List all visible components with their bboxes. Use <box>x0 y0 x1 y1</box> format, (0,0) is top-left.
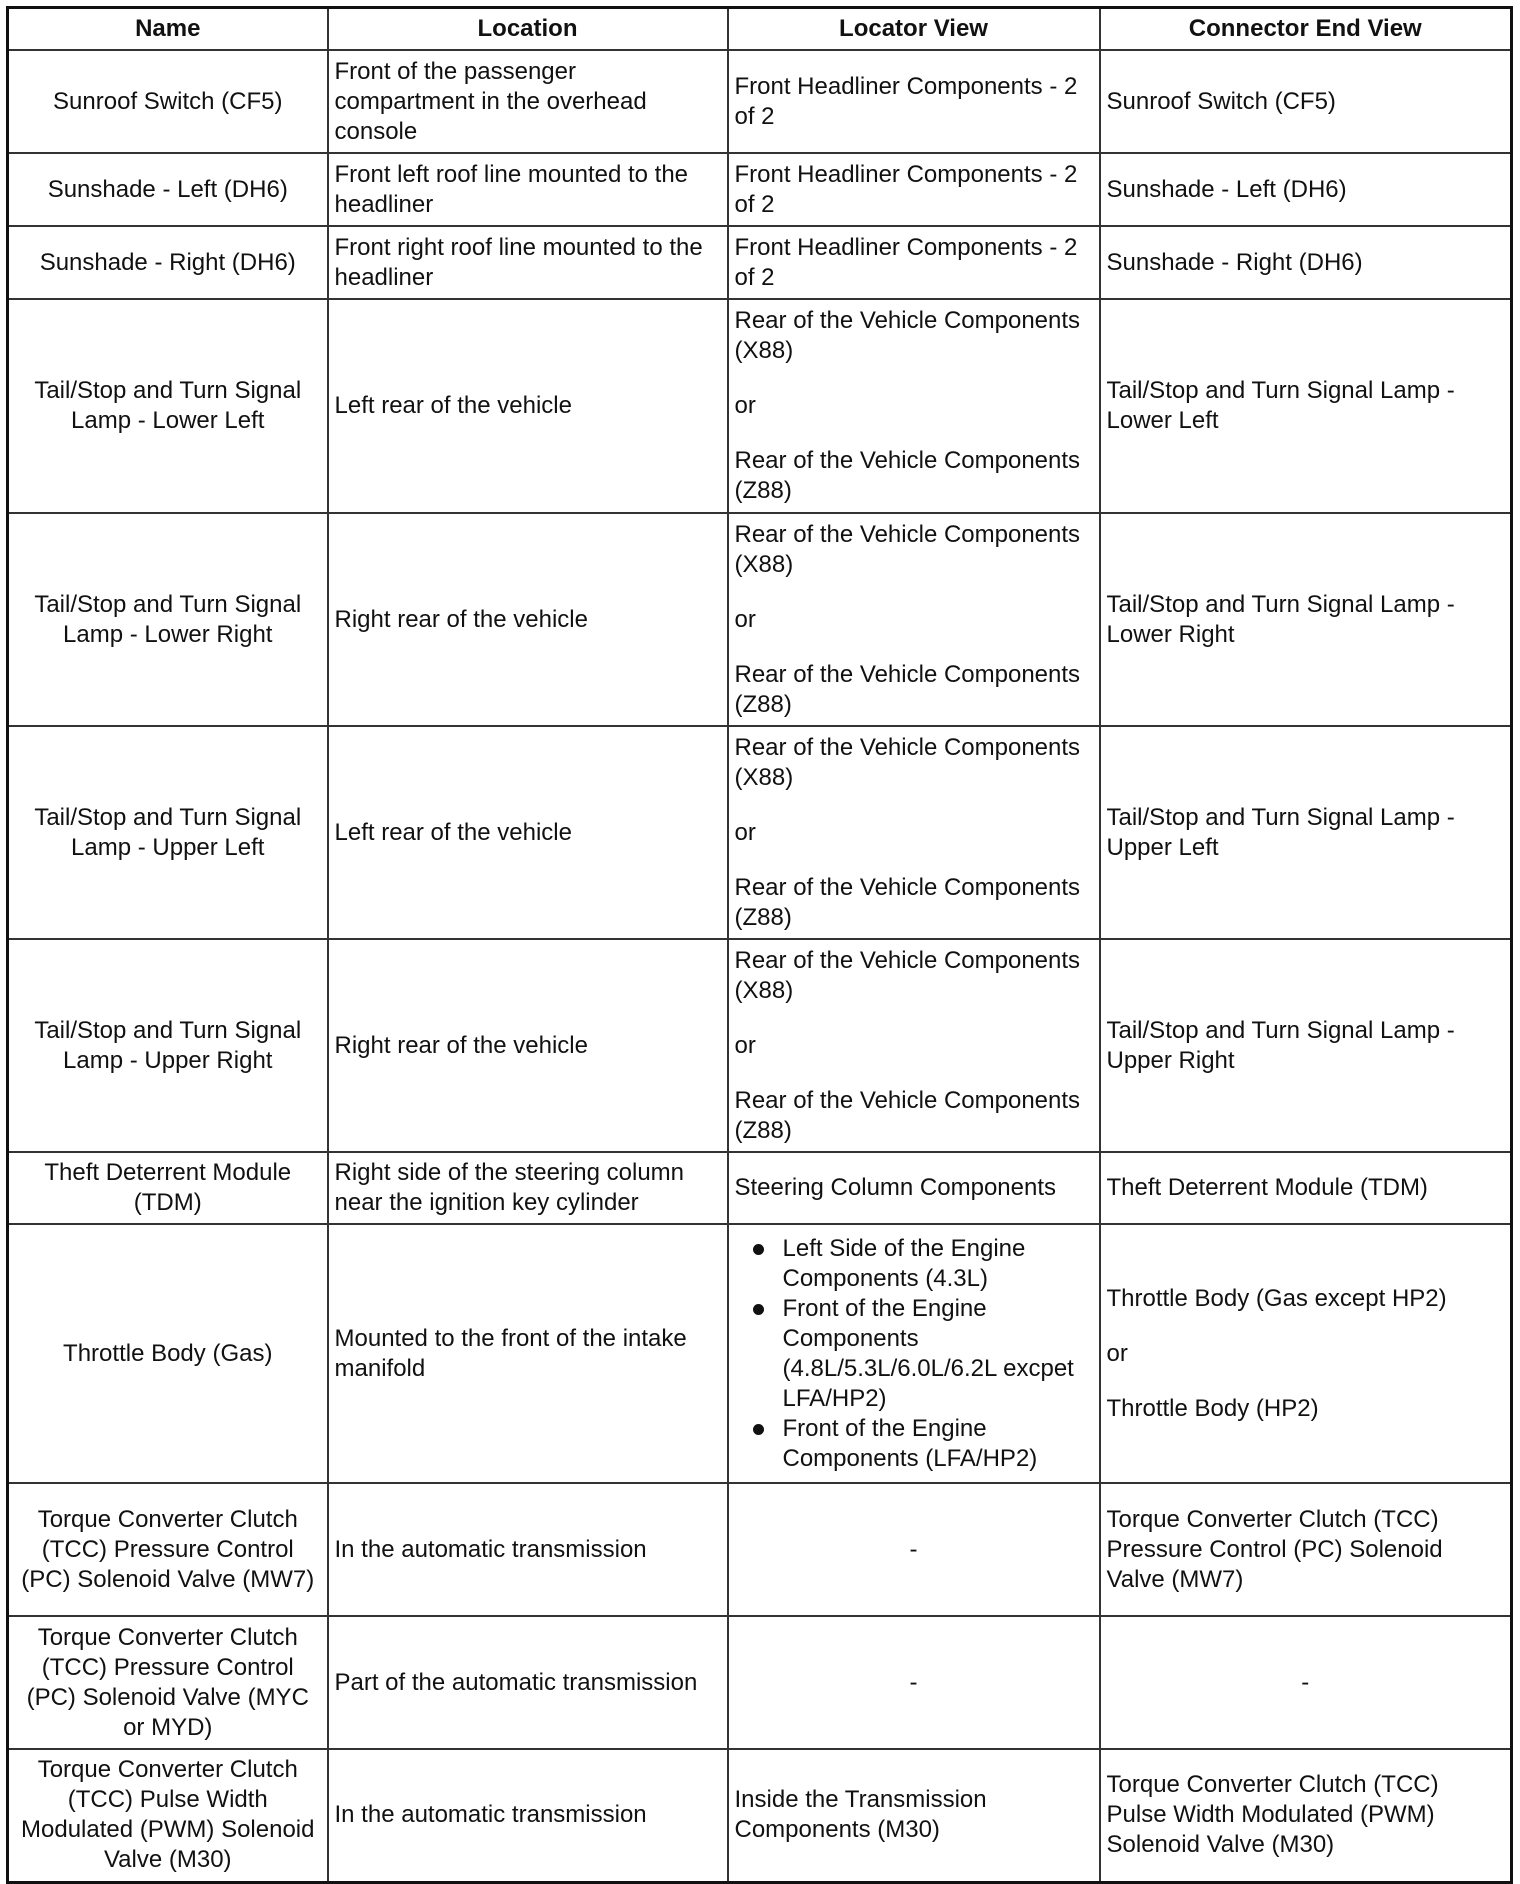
cell-locator-view[interactable]: Front Headliner Components - 2 of 2 <box>728 50 1100 153</box>
cell-locator-view[interactable]: Front Headliner Components - 2 of 2 <box>728 153 1100 226</box>
cell-name: Torque Converter Clutch (TCC) Pulse Width Modulated (PWM) Solenoid Valve (M30) <box>8 1749 328 1882</box>
header-connector-end-view: Connector End View <box>1100 8 1512 51</box>
cell-location: Right rear of the vehicle <box>328 939 728 1152</box>
header-row <box>8 8 1512 51</box>
table-row <box>8 1749 1512 1882</box>
locator-or: or <box>734 1031 756 1059</box>
cell-connector-end-view[interactable]: Torque Converter Clutch (TCC) Pulse Width Modulated (PWM) Solenoid Valve (M30) <box>1100 1749 1512 1882</box>
table-row <box>8 726 1512 939</box>
cell-location: Right rear of the vehicle <box>328 513 728 726</box>
cell-connector-end-view[interactable]: Tail/Stop and Turn Signal Lamp - Lower Right <box>1100 513 1512 726</box>
table-row <box>8 513 1512 726</box>
header-name: Name <box>8 8 328 51</box>
cell-name: Tail/Stop and Turn Signal Lamp - Lower Left <box>8 299 328 513</box>
cell-location: Front left roof line mounted to the headliner <box>328 153 728 226</box>
table-row <box>8 1152 1512 1224</box>
cell-name: Tail/Stop and Turn Signal Lamp - Upper Left <box>8 726 328 939</box>
cell-location: Front right roof line mounted to the headliner <box>328 226 728 299</box>
cell-connector-end-view[interactable]: Tail/Stop and Turn Signal Lamp - Lower Left <box>1100 299 1512 513</box>
cell-connector-end-view[interactable]: Tail/Stop and Turn Signal Lamp - Upper Right <box>1100 939 1512 1152</box>
locator-option[interactable]: Rear of the Vehicle Components (X88) <box>734 307 1081 364</box>
cell-connector-end-view[interactable]: Sunroof Switch (CF5) <box>1100 50 1512 153</box>
cell-name: Theft Deterrent Module (TDM) <box>8 1152 328 1224</box>
locator-option[interactable]: Rear of the Vehicle Components (Z88) <box>734 873 1081 931</box>
cell-connector-end-view[interactable]: Sunshade - Left (DH6) <box>1100 153 1512 226</box>
cell-name: Sunroof Switch (CF5) <box>8 50 328 153</box>
table-row <box>8 939 1512 1152</box>
table-row <box>8 153 1512 226</box>
cell-location: Left rear of the vehicle <box>328 299 728 513</box>
cell-location: Left rear of the vehicle <box>328 726 728 939</box>
connector-or: or <box>1106 1339 1128 1367</box>
locator-or: or <box>734 605 756 633</box>
cell-locator-view <box>728 513 1100 726</box>
cell-locator-view <box>728 726 1100 939</box>
locator-option[interactable]: Rear of the Vehicle Components (X88) <box>734 946 1081 1004</box>
cell-locator-view[interactable]: Steering Column Components <box>728 1152 1100 1224</box>
locator-or: or <box>734 818 756 846</box>
table-row <box>8 226 1512 299</box>
header-locator-view: Locator View <box>728 8 1100 51</box>
cell-connector-end-view <box>1100 1224 1512 1483</box>
locator-bullet-item[interactable]: Left Side of the Engine Components (4.3L) <box>783 1234 1093 1294</box>
cell-location: Mounted to the front of the intake manifold <box>328 1224 728 1483</box>
cell-name: Tail/Stop and Turn Signal Lamp - Upper Right <box>8 939 328 1152</box>
cell-connector-end-view: - <box>1100 1616 1512 1749</box>
cell-location: Part of the automatic transmission <box>328 1616 728 1749</box>
connector-option[interactable]: Throttle Body (Gas except HP2) <box>1106 1284 1447 1312</box>
locator-option[interactable]: Rear of the Vehicle Components (X88) <box>734 733 1081 791</box>
locator-option[interactable]: Rear of the Vehicle Components (X88) <box>734 520 1081 578</box>
locator-bullet-item[interactable]: Front of the Engine Components (LFA/HP2) <box>783 1414 1093 1474</box>
cell-locator-view: - <box>728 1483 1100 1616</box>
locator-option[interactable]: Rear of the Vehicle Components (Z88) <box>734 660 1081 718</box>
cell-name: Sunshade - Left (DH6) <box>8 153 328 226</box>
component-locator-table <box>6 6 1513 1884</box>
locator-option[interactable]: Rear of the Vehicle Components (Z88) <box>734 1086 1081 1144</box>
locator-option[interactable]: Rear of the Vehicle Components (Z88) <box>734 447 1081 504</box>
cell-name: Tail/Stop and Turn Signal Lamp - Lower Right <box>8 513 328 726</box>
connector-option[interactable]: Throttle Body (HP2) <box>1106 1394 1319 1422</box>
cell-connector-end-view[interactable]: Tail/Stop and Turn Signal Lamp - Upper Left <box>1100 726 1512 939</box>
cell-name: Torque Converter Clutch (TCC) Pressure Control (PC) Solenoid Valve (MW7) <box>8 1483 328 1616</box>
table-row <box>8 50 1512 153</box>
cell-connector-end-view[interactable]: Sunshade - Right (DH6) <box>1100 226 1512 299</box>
cell-connector-end-view[interactable]: Torque Converter Clutch (TCC) Pressure Control (PC) Solenoid Valve (MW7) <box>1100 1483 1512 1616</box>
cell-connector-end-view[interactable]: Theft Deterrent Module (TDM) <box>1100 1152 1512 1224</box>
locator-bullet-list <box>735 1234 1093 1474</box>
cell-locator-view <box>728 1224 1100 1483</box>
cell-name: Torque Converter Clutch (TCC) Pressure Control (PC) Solenoid Valve (MYC or MYD) <box>8 1616 328 1749</box>
cell-location: In the automatic transmission <box>328 1483 728 1616</box>
cell-name: Sunshade - Right (DH6) <box>8 226 328 299</box>
cell-locator-view[interactable]: Front Headliner Components - 2 of 2 <box>728 226 1100 299</box>
table-row <box>8 299 1512 513</box>
cell-location: Front of the passenger compartment in the overhead console <box>328 50 728 153</box>
cell-locator-view <box>728 939 1100 1152</box>
cell-locator-view <box>728 299 1100 513</box>
component-locator-table-wrapper <box>6 6 1510 1884</box>
table-row <box>8 1483 1512 1616</box>
cell-locator-view: - <box>728 1616 1100 1749</box>
table-row <box>8 1224 1512 1483</box>
locator-bullet-item[interactable]: Front of the Engine Components (4.8L/5.3L/6.0L/6.2L excpet LFA/HP2) <box>783 1294 1093 1414</box>
cell-location: Right side of the steering column near the ignition key cylinder <box>328 1152 728 1224</box>
cell-locator-view[interactable]: Inside the Transmission Components (M30) <box>728 1749 1100 1882</box>
locator-or: or <box>734 392 756 419</box>
cell-location: In the automatic transmission <box>328 1749 728 1882</box>
cell-name: Throttle Body (Gas) <box>8 1224 328 1483</box>
header-location: Location <box>328 8 728 51</box>
table-row <box>8 1616 1512 1749</box>
